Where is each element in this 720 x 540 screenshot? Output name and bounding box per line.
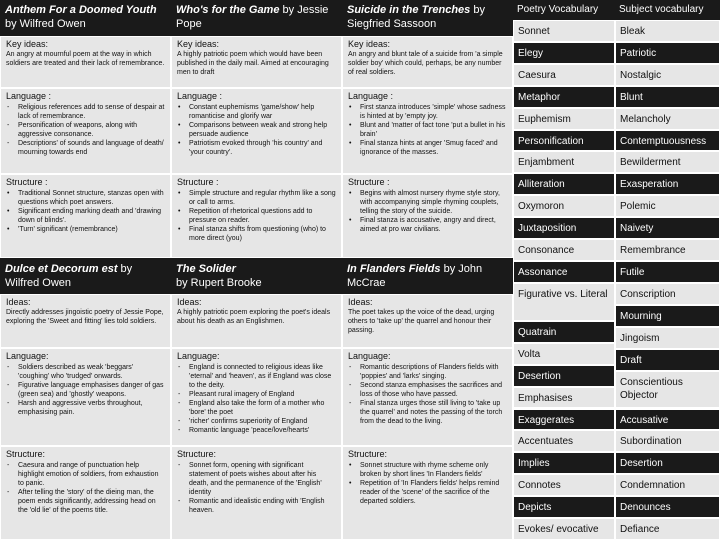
list-item: - Romantic language 'peace/love/hearts' [177,426,336,435]
structure-box [0,174,171,258]
vocab-item: Euphemism [513,108,615,130]
poem-title: Anthem For a Doomed Youth [5,4,157,16]
list-item: • Final stanza is accusative, angry and direct, aimed at pro war civilians. [348,216,507,234]
language-list [6,103,165,157]
poem-byline: Pope [176,18,202,30]
list-item: - After telling the 'story' of the dieing man, the poem ends significantly, addressing head on the 'old lie' of the poems title. [6,488,165,515]
list-item: - England is connected to religious ideas like 'eternal' and 'heaven', as if England was close to the deity. [177,363,336,390]
vocab-item: Juxtaposition [513,217,615,239]
vocab-item: Contemptuousness [615,130,720,152]
list-item: - Harsh and aggressive verbs throughout, emphasising pain. [6,399,165,417]
structure-list [348,461,507,506]
vocab-item: Emphasises [513,387,615,409]
vocab-item: Condemnation [615,474,720,496]
vocab-item: Draft [615,349,720,371]
vocab-item: Assonance [513,261,615,283]
vocab-item: Blunt [615,86,720,108]
structure-list [348,189,507,234]
structure-list [177,461,336,515]
list-item: - Soldiers described as weak 'beggars' 'coughing' who 'trudged' onwards. [6,363,165,381]
section-text: Directly addresses jingoistic poetry of Jessie Pope, exploring the 'Sweet and fitting' lies told soldiers. [6,309,164,325]
section-label: Language : [177,91,223,101]
vocab-item: Desertion [615,452,720,474]
list-item: - Romantic and idealistic ending with 'English heaven. [177,497,336,515]
vocab-item: Alliteration [513,173,615,195]
language-box [342,88,513,174]
vocab-item: Elegy [513,42,615,64]
vocab-item: Conscientious Objector [615,371,720,409]
structure-box [171,174,342,258]
list-item: - Figurative language emphasises danger of gas (green sea) and 'ghostly' weapons. [6,381,165,399]
language-list [6,363,165,417]
section-label: Structure: [6,449,46,459]
vocab-item: Connotes [513,474,615,496]
section-label: Key ideas: [348,39,391,49]
language-list [177,103,336,157]
poem-header-anthem [0,0,171,36]
section-label: Structure: [348,449,388,459]
section-label: Language: [177,351,220,361]
poem-byline: McCrae [347,277,386,289]
vocab-item: Evokes/ evocative [513,518,615,540]
language-list [348,103,507,157]
vocab-item: Implies [513,452,615,474]
poem-title: Dulce et Decorum est [5,263,118,275]
list-item: - 'richer' confirms superiority of England [177,417,336,426]
poem-byline-part: by [473,4,485,16]
structure-list [6,189,165,234]
vocab-item: Naivety [615,217,720,239]
structure-box [171,446,342,540]
key-ideas-box [342,36,513,88]
list-item: • Repetition of 'In Flanders fields' helps remind reader of the 'scene' of the sacrifice of the departed soldiers. [348,479,507,506]
vocab-item: Volta [513,343,615,365]
ideas-box [0,294,171,348]
section-label: Structure : [6,177,48,187]
vocab-item: Accentuates [513,430,615,452]
poem-header-whos-for-the-game [171,0,342,36]
poem-title: The Solider [176,263,236,275]
vocab-item: Mourning [615,305,720,327]
ideas-box [171,294,342,348]
poetry-vocabulary-list [513,20,615,540]
section-label: Language: [6,351,49,361]
vocab-item: Melancholy [615,108,720,130]
poetry-vocabulary-heading: Poetry Vocabulary [513,0,615,20]
key-ideas-box [0,36,171,88]
vocab-item: Quatrain [513,321,615,343]
vocab-item: Personification [513,130,615,152]
list-item: • Final stanza hints at anger 'Smug faced' and ignorance of the masses. [348,139,507,157]
language-box [171,348,342,446]
section-label: Key ideas: [177,39,220,49]
section-label: Structure : [348,177,390,187]
vocab-item: Jingoism [615,327,720,349]
list-item: - Religious references add to sense of despair at lack of remembrance. [6,103,165,121]
section-label: Structure: [177,449,217,459]
section-label: Language: [348,351,391,361]
section-label: Key ideas: [6,39,49,49]
poem-header-dulce [0,258,171,294]
section-label: Ideas: [177,297,202,307]
vocab-item: Consonance [513,239,615,261]
vocab-item: Futile [615,261,720,283]
list-item: - Caesura and range of punctuation help highlight emotion of soldiers, from exhaustion to panic. [6,461,165,488]
section-label: Ideas: [348,297,373,307]
structure-list [6,461,165,515]
vocab-item: Caesura [513,64,615,86]
ideas-box [342,294,513,348]
vocab-item: Denounces [615,496,720,518]
subject-vocabulary-list [615,20,720,540]
list-item: • Sonnet structure with rhyme scheme only broken by short lines 'In Flanders fields' [348,461,507,479]
list-item: • Patriotism evoked through 'his country' and 'your country'. [177,139,336,157]
list-item: • Final stanza shifts from questioning (who) to more direct (you) [177,225,336,243]
list-item: • Begins with almost nursery rhyme style story, with accompanying simple rhyming couplets, telling the story of the suicide. [348,189,507,216]
vocab-item: Exaggerates [513,409,615,431]
vocab-item: Subordination [615,430,720,452]
subject-vocabulary-heading: Subject vocabulary [615,0,720,20]
list-item: • Constant euphemisms 'game/show' help romanticise and glorify war [177,103,336,121]
vocab-item: Enjambment [513,151,615,173]
list-item: • Traditional Sonnet structure, stanzas open with questions which poet answers. [6,189,165,207]
poem-byline: by Rupert Brooke [176,277,262,289]
list-item: • Simple structure and regular rhythm like a song or call to arms. [177,189,336,207]
vocab-item: Oxymoron [513,195,615,217]
vocab-item: Patriotic [615,42,720,64]
structure-box [342,174,513,258]
vocab-item: Figurative vs. Literal [513,283,615,321]
vocab-item: Defiance [615,518,720,540]
list-item: - Pleasant rural imagery of England [177,390,336,399]
section-label: Language : [6,91,52,101]
language-list [177,363,336,435]
list-item: - England also take the form of a mother who 'bore' the poet [177,399,336,417]
poem-title: In Flanders Fields [347,263,441,275]
section-label: Language : [348,91,394,101]
list-item: • Blunt and 'matter of fact tone 'put a bullet in his brain' [348,121,507,139]
language-box [171,88,342,174]
poem-title: Suicide in the Trenches [347,4,471,16]
poem-header-in-flanders-fields [342,258,513,294]
section-text: An angry and blunt tale of a suicide from 'a simple soldier boy' which could, perhaps, be any number of real soldiers. [348,51,503,76]
vocab-item: Nostalgic [615,64,720,86]
structure-list [177,189,336,243]
section-text: A highly patriotic poem which would have been published in the daily mail. Aimed at encouraging men to draft [177,51,329,76]
language-box [342,348,513,446]
poem-title: Who's for the Game [176,4,280,16]
poem-byline: Wilfred Owen [5,277,72,289]
language-box [0,348,171,446]
poem-byline-part: by Jessie [282,4,329,16]
list-item: • Significant ending marking death and 'drawing down of blinds'. [6,207,165,225]
language-box [0,88,171,174]
section-label: Structure : [177,177,219,187]
list-item: - Sonnet form, opening with significant statement of poets wishes about after his death, and the permanence of the 'English' identity [177,461,336,497]
poem-header-suicide [342,0,513,36]
section-label: Ideas: [6,297,31,307]
list-item: - Romantic descriptions of Flanders fields with 'poppies' and 'larks' singing. [348,363,507,381]
language-list [348,363,507,426]
poem-byline: by Wilfred Owen [5,18,86,30]
list-item: • Comparisons between weak and strong help persuade audience [177,121,336,139]
poem-byline: Siegfried Sassoon [347,18,437,30]
vocab-item: Desertion [513,365,615,387]
vocab-item: Metaphor [513,86,615,108]
list-item: - Descriptions' of sounds and language of death/ mourning towards end [6,139,165,157]
list-item: - Final stanza urges those still living to 'take up the quarrel' and notes the passing of the torch from the dead to the living. [348,399,507,426]
list-item: - Second stanza emphasises the sacrifices and loss of those who have passed. [348,381,507,399]
poem-header-the-solider [171,258,342,294]
section-text: The poet takes up the voice of the dead, urging others to 'take up' the quarrel and honour their passing. [348,309,495,334]
vocab-item: Bleak [615,20,720,42]
list-item: • Repetition of rhetorical questions add to pressure on reader. [177,207,336,225]
vocab-item: Sonnet [513,20,615,42]
vocab-item: Accusative [615,409,720,431]
section-text: An angry at mournful poem at the way in which soldiers are treated and their lack of remembrance. [6,51,165,67]
vocab-item: Bewilderment [615,151,720,173]
vocab-item: Remembrance [615,239,720,261]
list-item: - Personification of weapons, along with aggressive consonance. [6,121,165,139]
structure-box [342,446,513,540]
poem-byline-part: by [120,263,133,275]
vocab-item: Depicts [513,496,615,518]
structure-box [0,446,171,540]
list-item: • First stanza introduces 'simple' whose sadness is hinted at by 'empty joy. [348,103,507,121]
vocab-item: Polemic [615,195,720,217]
vocab-item: Conscription [615,283,720,305]
key-ideas-box [171,36,342,88]
poem-byline-part: by John [443,263,483,275]
list-item: • 'Turn' significant (remembrance) [6,225,165,234]
vocab-item: Exasperation [615,173,720,195]
section-text: A highly patriotic poem exploring the poet's ideals about his death as an Englishmen. [177,309,331,325]
